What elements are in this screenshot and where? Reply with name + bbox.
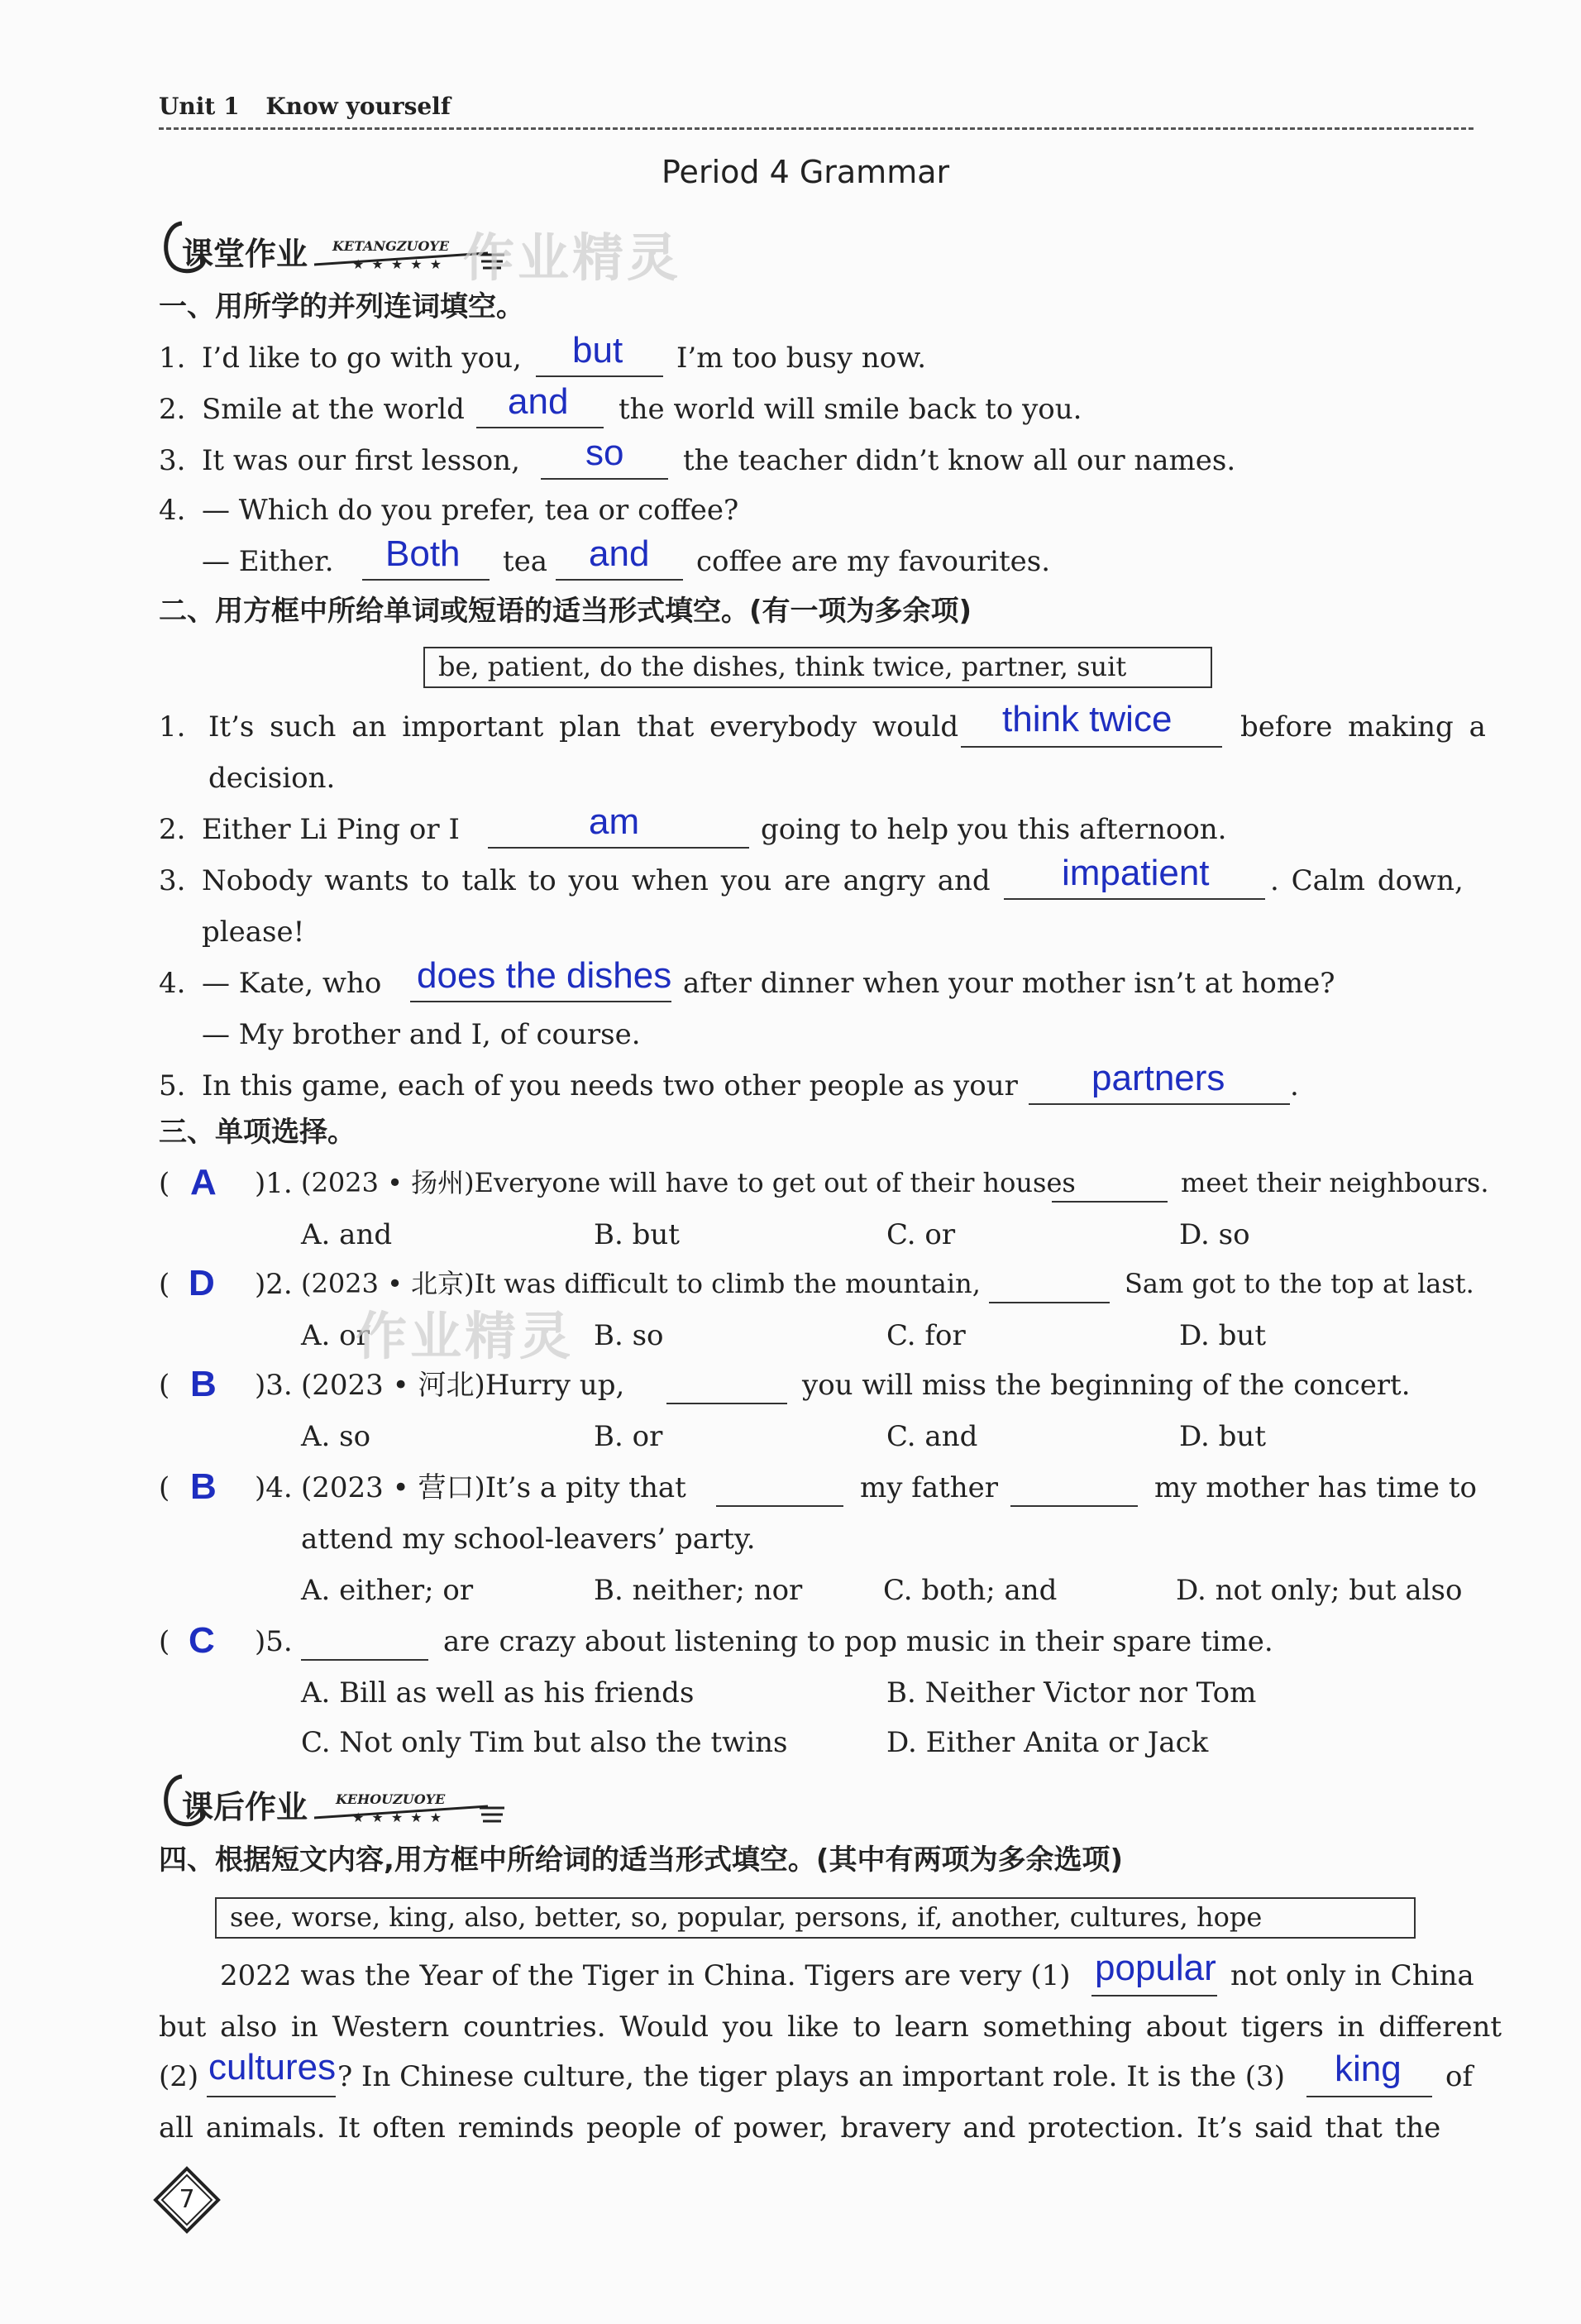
- item-text: I’d like to go with you,: [202, 342, 522, 375]
- kehou-badge: [157, 1770, 513, 1831]
- page-number-badge: [152, 2165, 222, 2235]
- answer-blank: [1306, 2096, 1432, 2097]
- answer-blank: [541, 478, 668, 480]
- answer-blank: [716, 1505, 843, 1507]
- option-a: A. and: [301, 1218, 393, 1251]
- paren-open: (: [159, 1471, 170, 1504]
- item-number: 3.: [159, 444, 186, 477]
- item-text: please!: [202, 916, 305, 949]
- handwritten-choice: B: [190, 1364, 217, 1404]
- option-b: B. so: [594, 1319, 664, 1352]
- item-number: )3.: [255, 1369, 293, 1402]
- item-text: decision.: [208, 762, 336, 795]
- kehou-pinyin: KEHOUZUOYE: [336, 1791, 446, 1807]
- answer-blank: [362, 579, 490, 581]
- paren-open: (: [159, 1369, 170, 1402]
- handwritten-answer: am: [589, 801, 640, 842]
- option-a: A. Bill as well as his friends: [301, 1676, 695, 1710]
- answer-blank: [666, 1403, 787, 1404]
- item-text: I’m too busy now.: [676, 342, 927, 375]
- handwritten-choice: C: [189, 1620, 215, 1661]
- handwritten-choice: B: [190, 1466, 217, 1507]
- handwritten-answer: popular: [1095, 1948, 1216, 1988]
- option-c: C. Not only Tim but also the twins: [301, 1726, 788, 1759]
- item-text: It was our first lesson,: [202, 444, 520, 477]
- section3-title: 三、单项选择。: [159, 1116, 356, 1149]
- answer-blank: [1052, 1201, 1168, 1203]
- answer-blank: [488, 847, 749, 849]
- item-text: meet their neighbours.: [1181, 1167, 1489, 1198]
- item-text: coffee are my favourites.: [696, 545, 1051, 578]
- handwritten-answer: think twice: [1002, 699, 1173, 739]
- item-text: Either Li Ping or I: [202, 813, 460, 846]
- passage-text: all animals. It often reminds people of power, bravery and protection. It’s said that the: [159, 2111, 1441, 2145]
- answer-blank: [1004, 898, 1265, 900]
- item-text: . Calm down,: [1270, 864, 1464, 897]
- option-d: D. but: [1179, 1319, 1266, 1352]
- item-text: — My brother and I, of course.: [202, 1018, 641, 1051]
- answer-blank: [301, 1659, 428, 1661]
- answer-blank: [536, 375, 663, 377]
- item-text: Nobody wants to talk to you when you are angry and: [202, 864, 991, 897]
- passage-text: not only in China: [1230, 1959, 1474, 1992]
- section2-title: 二、用方框中所给单词或短语的适当形式填空。(有一项为多余项): [159, 595, 972, 628]
- period-title: Period 4 Grammar: [662, 154, 950, 190]
- word-box-text: be, patient, do the dishes, think twice, partner, suit: [438, 651, 1127, 682]
- option-d: D. but: [1179, 1420, 1266, 1453]
- answer-blank: [1010, 1505, 1138, 1507]
- handwritten-answer: partners: [1091, 1058, 1225, 1098]
- paren-open: (: [159, 1167, 170, 1200]
- watermark: 作业精灵: [356, 1306, 575, 1366]
- handwritten-answer: impatient: [1062, 853, 1210, 893]
- handwritten-answer: and: [508, 381, 569, 422]
- item-number: )1.: [255, 1167, 293, 1200]
- item-text: before making a: [1240, 710, 1486, 744]
- handwritten-answer: Both: [385, 533, 461, 574]
- option-a: A. or: [301, 1319, 370, 1352]
- answer-blank: [989, 1302, 1110, 1303]
- option-b: B. but: [594, 1218, 680, 1251]
- item-text: (2023 • 扬州)Everyone will have to get out of their houses: [301, 1167, 1076, 1198]
- kehou-title: 课后作业: [182, 1789, 308, 1825]
- section4-title: 四、根据短文内容,用方框中所给词的适当形式填空。(其中有两项为多余选项): [159, 1843, 1123, 1877]
- item-text: (2023 • 河北)Hurry up,: [301, 1369, 625, 1402]
- watermark: 作业精灵: [463, 227, 682, 288]
- answer-blank: [207, 2096, 336, 2097]
- handwritten-choice: D: [189, 1263, 215, 1303]
- answer-blank: [410, 1001, 671, 1002]
- option-c: C. both; and: [883, 1574, 1058, 1607]
- item-number: 4.: [159, 967, 186, 1000]
- option-d: D. so: [1179, 1218, 1250, 1251]
- answer-blank: [556, 579, 683, 581]
- item-number: 5.: [159, 1069, 186, 1102]
- header-divider: [159, 127, 1474, 130]
- option-d: D. not only; but also: [1176, 1574, 1463, 1607]
- option-a: A. so: [301, 1420, 371, 1453]
- word-box: [423, 647, 1212, 688]
- passage-text: of: [1445, 2060, 1474, 2093]
- answer-blank: [961, 746, 1222, 748]
- answer-blank: [1029, 1103, 1290, 1105]
- option-a: A. either; or: [301, 1574, 474, 1607]
- item-number: )5.: [255, 1625, 293, 1658]
- ketang-pinyin: KETANGZUOYE: [332, 238, 450, 254]
- item-text: my father: [860, 1471, 999, 1504]
- passage-text: but also in Western countries. Would you like to learn something about tigers in different: [159, 2011, 1502, 2044]
- paren-open: (: [159, 1268, 170, 1301]
- item-text: attend my school-leavers’ party.: [301, 1523, 756, 1556]
- item-number: 1.: [159, 342, 186, 375]
- item-text: my mother has time to: [1154, 1471, 1477, 1504]
- item-text: Sam got to the top at last.: [1125, 1268, 1474, 1299]
- option-c: C. for: [886, 1319, 966, 1352]
- unit-header: [159, 93, 451, 120]
- option-d: D. Either Anita or Jack: [886, 1726, 1209, 1759]
- item-text: after dinner when your mother isn’t at home?: [683, 967, 1335, 1000]
- kehou-stars: ★ ★ ★ ★ ★: [352, 1810, 444, 1825]
- item-text: Smile at the world: [202, 393, 465, 426]
- page-number: 7: [179, 2185, 195, 2214]
- passage-text: 2022 was the Year of the Tiger in China. Tigers are very (1): [220, 1959, 1071, 1992]
- item-text: the world will smile back to you.: [619, 393, 1082, 426]
- item-text: (2023 • 北京)It was difficult to climb the mountain,: [301, 1268, 981, 1299]
- unit-title: Know yourself: [265, 93, 451, 120]
- unit-label: Unit 1: [159, 93, 240, 120]
- item-text: (2023 • 营口)It’s a pity that: [301, 1471, 686, 1504]
- item-text: In this game, each of you needs two other people as your: [202, 1069, 1018, 1102]
- item-text: — Which do you prefer, tea or coffee?: [202, 494, 739, 527]
- item-number: 4.: [159, 494, 186, 527]
- option-c: C. or: [886, 1218, 956, 1251]
- option-b: B. Neither Victor nor Tom: [886, 1676, 1257, 1710]
- item-text: .: [1290, 1069, 1299, 1102]
- handwritten-answer: king: [1335, 2049, 1402, 2089]
- item-text: you will miss the beginning of the concert.: [802, 1369, 1411, 1402]
- item-text: the teacher didn’t know all our names.: [683, 444, 1236, 477]
- handwritten-choice: A: [190, 1162, 217, 1203]
- paren-open: (: [159, 1625, 170, 1658]
- item-number: )4.: [255, 1471, 293, 1504]
- item-number: )2.: [255, 1268, 293, 1301]
- answer-blank: [476, 427, 604, 428]
- answer-blank: [1091, 1995, 1217, 1996]
- passage-text: ? In Chinese culture, the tiger plays an important role. It is the (3): [337, 2060, 1285, 2093]
- item-text: tea: [503, 545, 548, 578]
- handwritten-answer: so: [585, 433, 624, 473]
- item-text: going to help you this afternoon.: [761, 813, 1227, 846]
- item-number: 2.: [159, 813, 186, 846]
- word-box-text: see, worse, king, also, better, so, popular, persons, if, another, cultures, hope: [230, 1901, 1263, 1933]
- ketang-stars: ★ ★ ★ ★ ★: [352, 256, 444, 272]
- item-number: 1.: [159, 710, 186, 744]
- option-b: B. or: [594, 1420, 663, 1453]
- word-box: [215, 1897, 1416, 1939]
- passage-text: (2): [159, 2060, 199, 2093]
- item-text: — Kate, who: [202, 967, 382, 1000]
- handwritten-answer: but: [572, 330, 623, 371]
- item-text: It’s such an important plan that everybody would: [208, 710, 959, 744]
- handwritten-answer: cultures: [208, 2047, 337, 2087]
- item-number: 3.: [159, 864, 186, 897]
- handwritten-answer: does the dishes: [417, 955, 672, 996]
- item-text: — Either.: [202, 545, 334, 578]
- handwritten-answer: and: [589, 533, 650, 574]
- item-text: are crazy about listening to pop music in their spare time.: [443, 1625, 1273, 1658]
- item-number: 2.: [159, 393, 186, 426]
- section1-title: 一、用所学的并列连词填空。: [159, 290, 524, 323]
- option-b: B. neither; nor: [594, 1574, 803, 1607]
- ketang-title: 课堂作业: [182, 236, 308, 272]
- option-c: C. and: [886, 1420, 978, 1453]
- ketang-badge: [157, 217, 513, 278]
